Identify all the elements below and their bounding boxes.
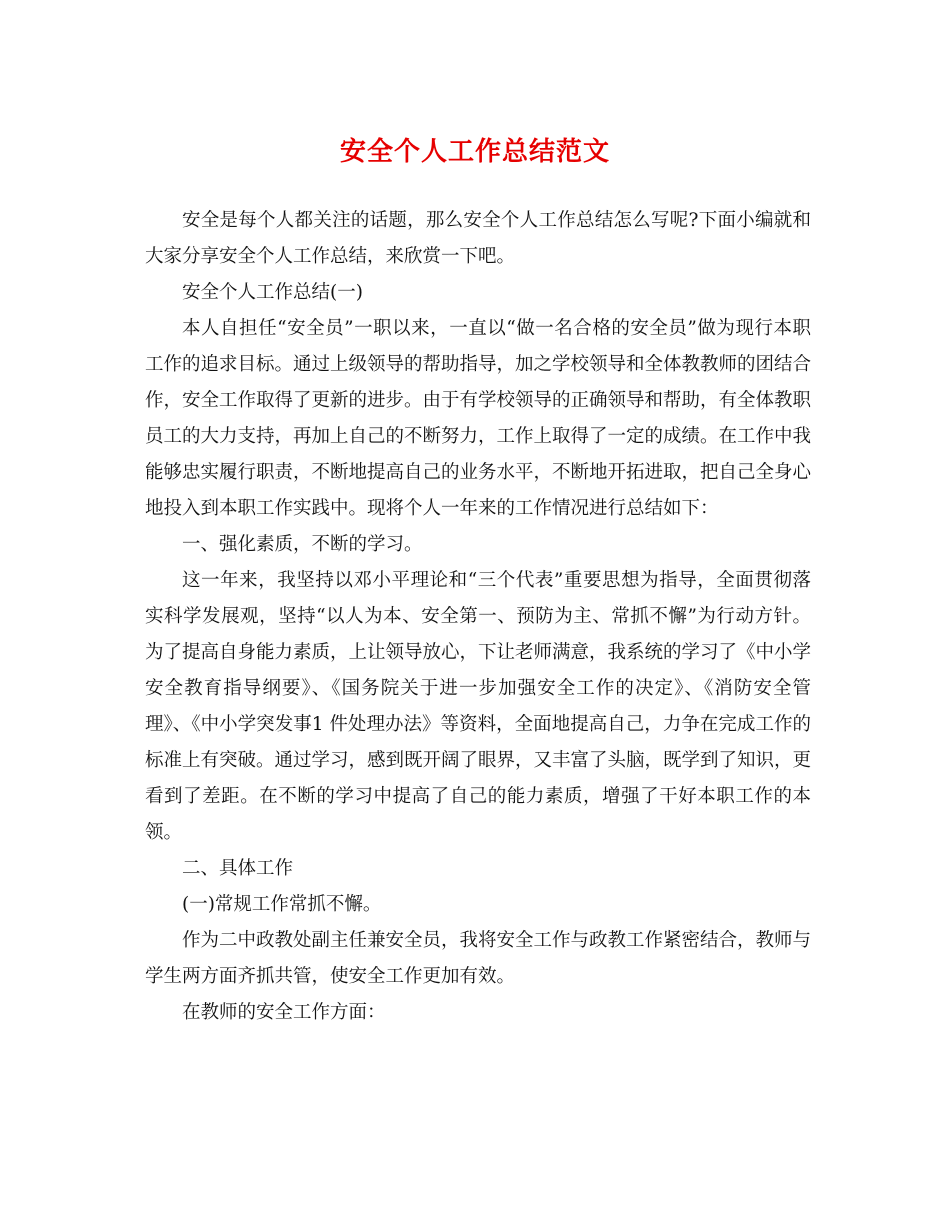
document-title: 安全个人工作总结范文	[339, 137, 610, 167]
paragraph-heading-1: 一、强化素质，不断的学习。	[182, 534, 423, 555]
paragraph-overview: 本人自担任“安全员”一职以来，一直以“做一名合格的安全员”做为现行本职工作的追求目标。通过上级领导的帮助指导，加之学校领导和全体教教师的团结合作，安全工作取得了更新的进步。由于有学校领导的正确领导和帮助，有全体教职员工的大力支持，再加上自己的不断努力，工作上取得了一定的成绩。在工作中我能够忠实履行职责，不断地提高自己的业务水平，不断地开拓进取，把自己全身心地投入到本职工作实践中。现将个人一年来的工作情况进行总结如下：	[145, 318, 812, 519]
paragraph-intro: 安全是每个人都关注的话题，那么安全个人工作总结怎么写呢?下面小编就和大家分享安全个人工作总结，来欣赏一下吧。	[145, 210, 811, 267]
paragraph-heading-2: 二、具体工作	[182, 858, 294, 879]
paragraph-study: 这一年来，我坚持以邓小平理论和“三个代表”重要思想为指导，全面贯彻落实科学发展观，坚持“以人为本、安全第一、预防为主、常抓不懈”为行动方针。为了提高自身能力素质，上让领导放心，下让老师满意，我系统的学习了《中小学安全教育指导纲要》、《国务院关于进一步加强安全工作的决定》、《消防安全管理》、《中小学突发事1 件处理办法》等资料，全面地提高自己，力争在完成工作的标准上有突破。通过学习，感到既开阔了眼界，又丰富了头脑，既学到了知识，更看到了差距。在不断的学习中提高了自己的能力素质，增强了干好本职工作的本领。	[145, 570, 812, 843]
paragraph-subheading-1: (一)常规工作常抓不懈。	[182, 894, 382, 915]
paragraph-routine-work: 作为二中政教处副主任兼安全员，我将安全工作与政教工作紧密结合，教师与学生两方面齐抓共管，使安全工作更加有效。	[145, 930, 812, 987]
document-body	[145, 203, 811, 1031]
paragraph-teacher-safety: 在教师的安全工作方面：	[182, 1002, 386, 1023]
paragraph-section-heading: 安全个人工作总结(一)	[182, 282, 363, 303]
